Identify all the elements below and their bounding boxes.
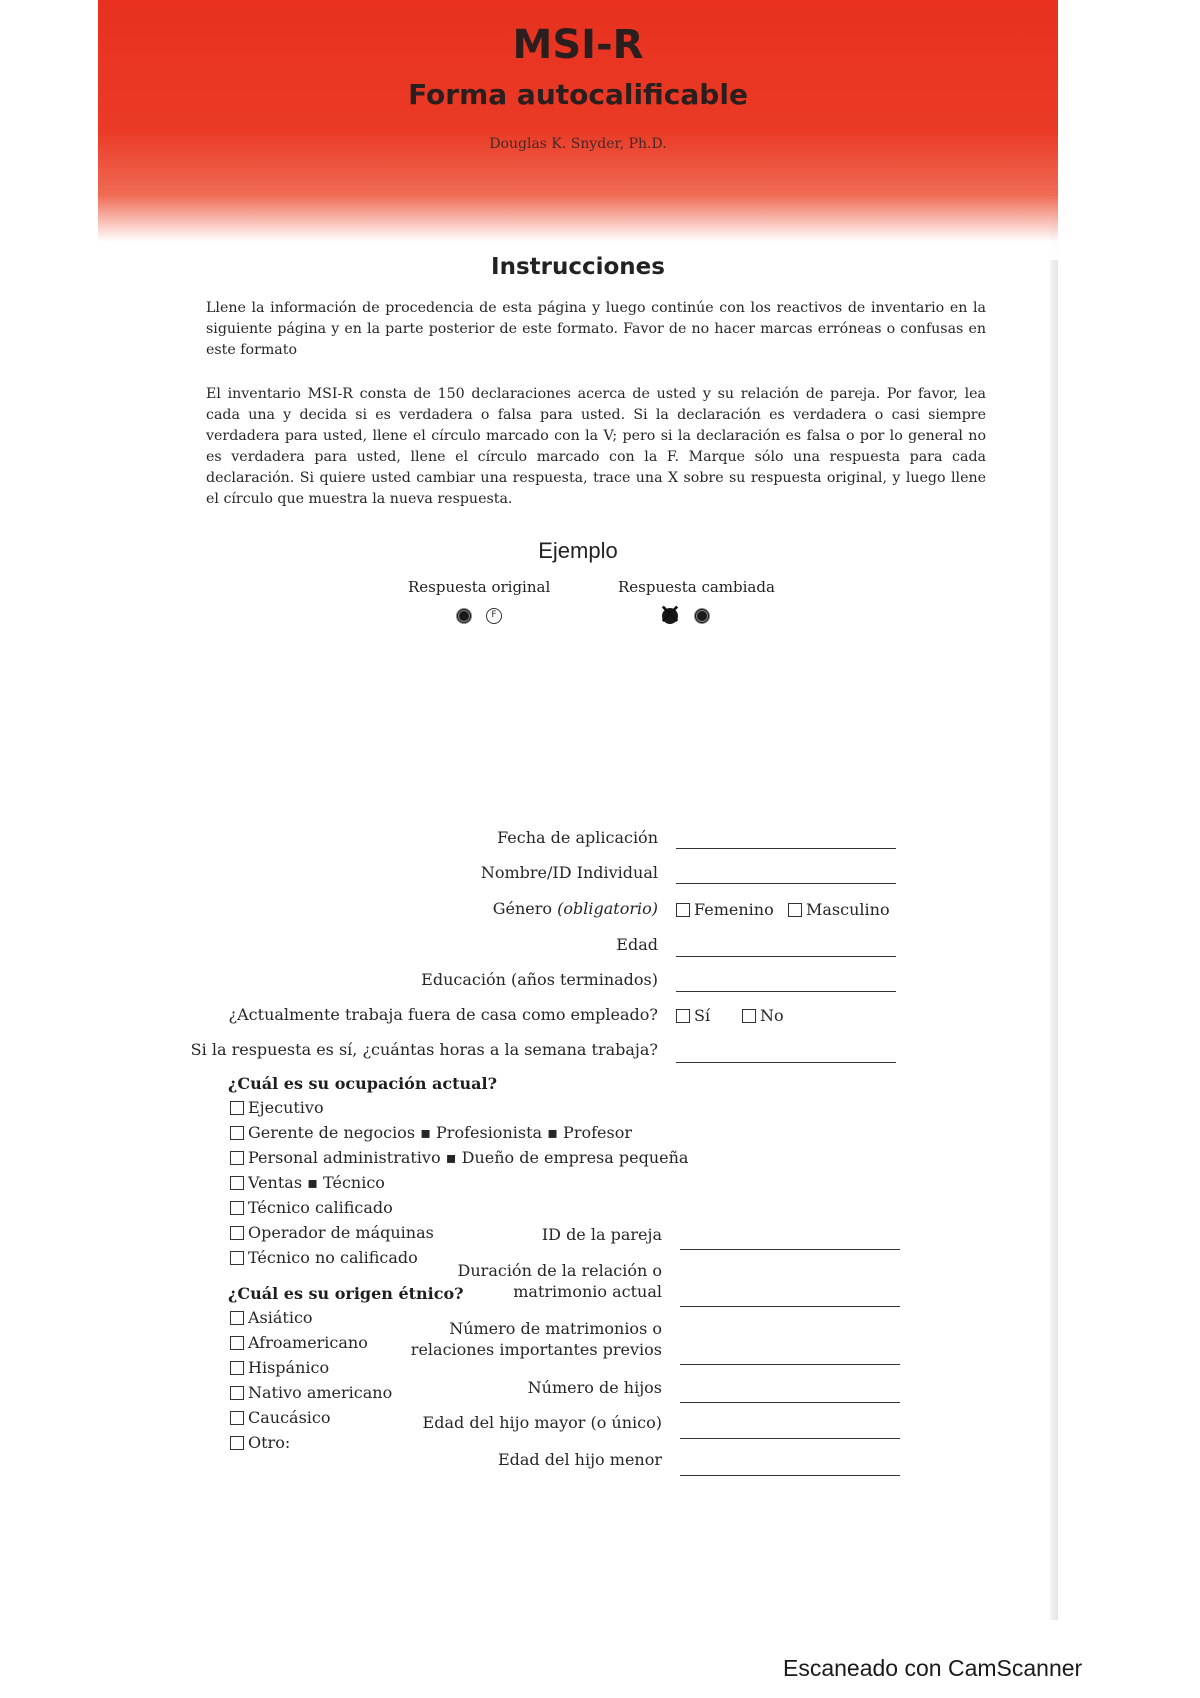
instructions-title: Instrucciones — [491, 254, 665, 280]
example-original-label: Respuesta original — [408, 578, 551, 596]
etnia-option[interactable]: Nativo americano — [230, 1383, 392, 1402]
edad-input[interactable] — [676, 956, 896, 957]
example-changed-label: Respuesta cambiada — [618, 578, 775, 596]
ocupacion-option[interactable]: Operador de máquinas — [230, 1223, 434, 1242]
ocupacion-option[interactable]: Gerente de negocios ▪ Profesionista ▪ Profesor — [230, 1123, 632, 1142]
ocupacion-option[interactable]: Ventas ▪ Técnico — [230, 1173, 385, 1192]
instructions-paragraph-2: El inventario MSI-R consta de 150 declaraciones acerca de usted y su relación de pareja. Por favor, lea cada una y decida si es verdadera o falsa para usted. Si la declaración es verdadera o casi siempre verdadera para usted, llene el círculo marcado con la V; pero si la declaración es falsa o por lo general no es verdadera para usted, llene el círculo marcado con la F. Marque sólo una respuesta para cada declaración. Si quiere usted cambiar una respuesta, trace una X sobre su respuesta original, y luego llene el círculo que muestra la nueva respuesta. — [206, 386, 986, 507]
header-banner — [98, 0, 1058, 260]
example-title: Ejemplo — [538, 538, 618, 563]
checkbox-icon[interactable] — [230, 1226, 244, 1240]
etnia-option[interactable]: Caucásico — [230, 1408, 331, 1427]
filled-bubble-icon — [694, 608, 710, 624]
etnia-option[interactable]: Hispánico — [230, 1358, 329, 1377]
id-pareja-label: ID de la pareja — [541, 1225, 662, 1244]
etnia-option[interactable]: Afroamericano — [230, 1333, 368, 1352]
edad-label: Edad — [616, 935, 658, 954]
form-subtitle: Forma autocalificable — [408, 78, 748, 111]
author-name: Douglas K. Snyder, Ph.D. — [489, 136, 667, 152]
etnia-option[interactable]: Asiático — [230, 1308, 313, 1327]
etnia-option[interactable]: Otro: — [230, 1433, 290, 1452]
checkbox-icon[interactable] — [230, 1361, 244, 1375]
ocupacion-option[interactable]: Ejecutivo — [230, 1098, 324, 1117]
masculino-option[interactable] — [788, 900, 890, 919]
ocupacion-option[interactable]: Personal administrativo ▪ Dueño de empresa pequeña — [230, 1148, 688, 1167]
checkbox-icon[interactable] — [230, 1151, 244, 1165]
si-option[interactable] — [676, 1006, 710, 1025]
trabaja-label: ¿Actualmente trabaja fuera de casa como empleado? — [228, 1005, 658, 1024]
id-pareja-input[interactable] — [680, 1249, 900, 1250]
femenino-label: Femenino — [694, 900, 774, 919]
checkbox-icon[interactable] — [230, 1311, 244, 1325]
checkbox-icon[interactable] — [230, 1126, 244, 1140]
checkbox-icon[interactable] — [230, 1201, 244, 1215]
horas-input[interactable] — [676, 1062, 896, 1063]
filled-bubble-icon — [456, 608, 472, 624]
no-option[interactable] — [742, 1006, 784, 1025]
hijo-menor-input[interactable] — [680, 1475, 900, 1476]
duracion-label: Duración de la relación o matrimonio actual — [457, 1261, 662, 1301]
hijos-label: Número de hijos — [527, 1378, 662, 1397]
checkbox-icon[interactable] — [230, 1436, 244, 1450]
checkbox-icon[interactable] — [230, 1411, 244, 1425]
checkbox-icon[interactable] — [230, 1101, 244, 1115]
matrimonios-label: Número de matrimonios o relaciones importantes previos — [410, 1319, 662, 1359]
checkbox-icon[interactable] — [230, 1251, 244, 1265]
si-label: Sí — [694, 1006, 711, 1025]
ocupacion-option[interactable]: Técnico no calificado — [230, 1248, 418, 1267]
form-title: MSI-R — [512, 22, 644, 68]
fecha-input[interactable] — [676, 848, 896, 849]
ocupacion-option[interactable]: Técnico calificado — [230, 1198, 393, 1217]
femenino-option[interactable] — [676, 900, 774, 919]
instructions-paragraph-1: Llene la información de procedencia de esta página y luego continúe con los reactivos de inventario en la siguiente página y en la parte posterior de este formato. Favor de no hacer marcas erróneas o confusas en este formato — [206, 300, 986, 358]
duracion-input[interactable] — [680, 1306, 900, 1307]
genero-label-text: Género — [492, 899, 553, 918]
form-page — [98, 0, 1058, 1620]
hijo-mayor-label: Edad del hijo mayor (o único) — [422, 1413, 662, 1432]
checkbox-icon[interactable] — [676, 1009, 690, 1023]
educacion-input[interactable] — [676, 991, 896, 992]
checkbox-icon[interactable] — [676, 903, 690, 917]
no-label: No — [760, 1006, 784, 1025]
nombre-input[interactable] — [676, 883, 896, 884]
ocupacion-title: ¿Cuál es su ocupación actual? — [228, 1074, 497, 1093]
genero-label — [493, 899, 658, 918]
checkbox-icon[interactable] — [742, 1009, 756, 1023]
matrimonios-input[interactable] — [680, 1364, 900, 1365]
checkbox-icon[interactable] — [230, 1176, 244, 1190]
camscanner-watermark: Escaneado con CamScanner — [783, 1655, 1083, 1681]
genero-note: (obligatorio) — [557, 899, 658, 918]
nombre-label: Nombre/ID Individual — [480, 863, 658, 882]
false-bubble-icon: F — [486, 608, 502, 624]
hijos-input[interactable] — [680, 1402, 900, 1403]
etnico-title: ¿Cuál es su origen étnico? — [228, 1284, 464, 1303]
checkbox-icon[interactable] — [230, 1386, 244, 1400]
educacion-label: Educación (años terminados) — [421, 970, 658, 989]
hijo-menor-label: Edad del hijo menor — [497, 1450, 662, 1469]
horas-label: Si la respuesta es sí, ¿cuántas horas a la semana trabaja? — [190, 1040, 658, 1059]
fecha-label: Fecha de aplicación — [497, 828, 658, 847]
cross-mark-icon: ✕ — [658, 598, 682, 631]
checkbox-icon[interactable] — [230, 1336, 244, 1350]
masculino-label: Masculino — [806, 900, 890, 919]
hijo-mayor-input[interactable] — [680, 1438, 900, 1439]
checkbox-icon[interactable] — [788, 903, 802, 917]
